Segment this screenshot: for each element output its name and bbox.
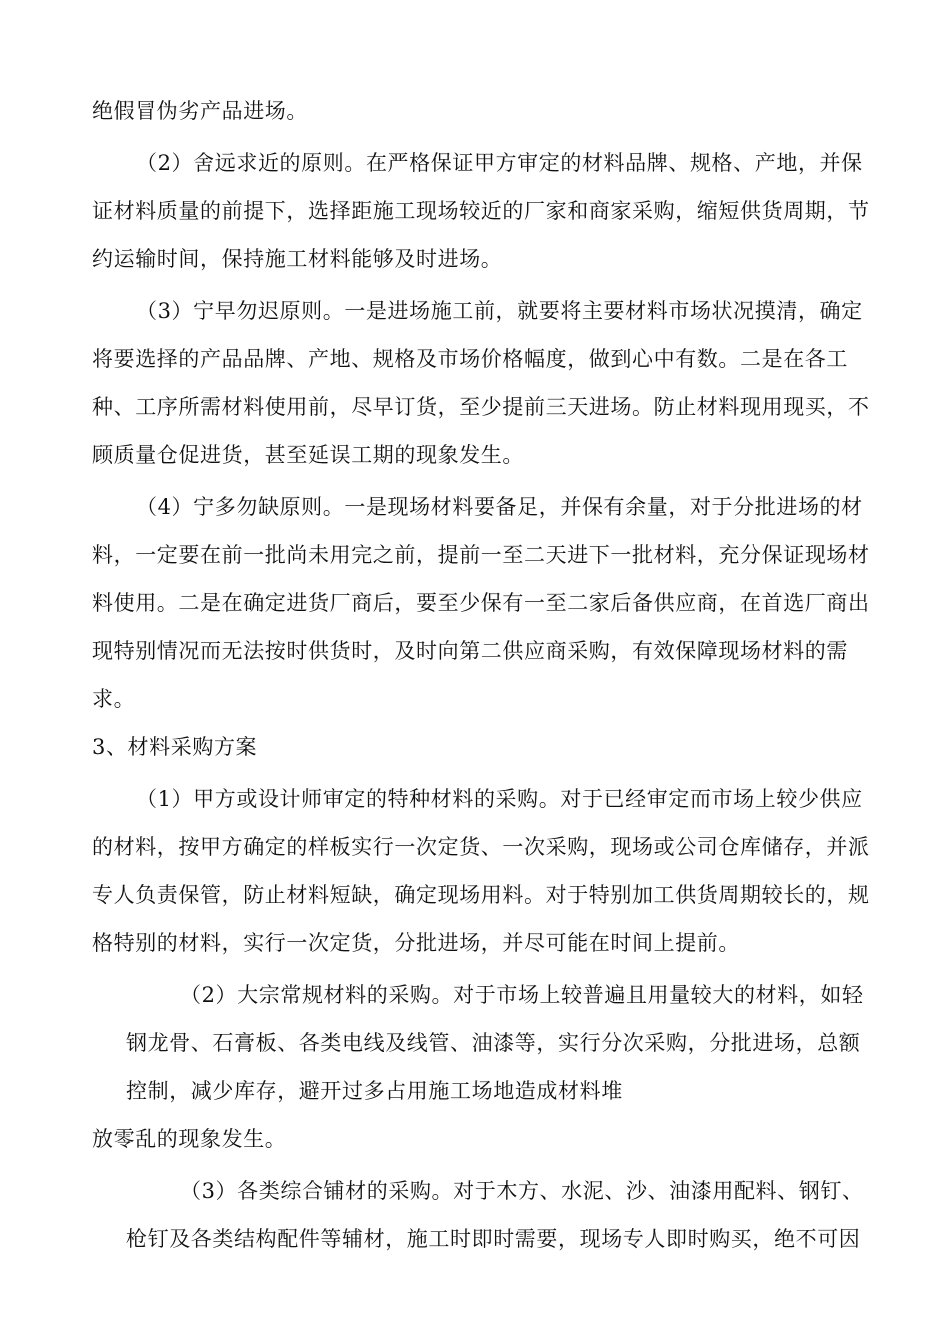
text-line: （1）甲方或设计师审定的特种材料的采购。对于已经审定而市场上较少供应 [136, 787, 863, 811]
text-line: 的材料，按甲方确定的样板实行一次定货、一次采购，现场或公司仓库储存，并派 [92, 835, 870, 859]
text-line: 将要选择的产品品牌、产地、规格及市场价格幅度，做到心中有数。二是在各工 [92, 347, 848, 371]
text-line: 现特别情况而无法按时供货时，及时向第二供应商采购，有效保障现场材料的需 [92, 639, 848, 663]
text-line: 求。 [92, 687, 136, 711]
text-line: 控制，减少库存，避开过多占用施工场地造成材料堆 [126, 1079, 623, 1103]
text-line: （2）舍远求近的原则。在严格保证甲方审定的材料品牌、规格、产地，并保 [136, 151, 863, 175]
text-line: 料，一定要在前一批尚未用完之前，提前一至二天进下一批材料，充分保证现场材 [92, 543, 870, 567]
text-line: 证材料质量的前提下，选择距施工现场较近的厂家和商家采购，缩短供货周期，节 [92, 199, 870, 223]
section-heading: 3、材料采购方案 [92, 735, 258, 759]
text-line: 种、工序所需材料使用前，尽早订货，至少提前三天进场。防止材料现用现买，不 [92, 395, 870, 419]
text-line: （3）各类综合铺材的采购。对于木方、水泥、沙、油漆用配料、钢钉、 [180, 1179, 864, 1203]
text-line: 专人负责保管，防止材料短缺，确定现场用料。对于特别加工供货周期较长的，规 [92, 883, 870, 907]
text-line: 放零乱的现象发生。 [92, 1127, 287, 1151]
text-line: 钢龙骨、石膏板、各类电线及线管、油漆等，实行分次采购，分批进场，总额 [126, 1031, 861, 1055]
text-line: 枪钉及各类结构配件等辅材，施工时即时需要，现场专人即时购买，绝不可因 [126, 1227, 861, 1251]
text-line: 料使用。二是在确定进货厂商后，要至少保有一至二家后备供应商，在首选厂商出 [92, 591, 870, 615]
text-line: （4）宁多勿缺原则。一是现场材料要备足，并保有余量，对于分批进场的材 [136, 495, 863, 519]
text-line: 顾质量仓促进货，甚至延误工期的现象发生。 [92, 443, 524, 467]
text-line: 约运输时间，保持施工材料能够及时进场。 [92, 247, 503, 271]
text-line: （2）大宗常规材料的采购。对于市场上较普遍且用量较大的材料，如轻 [180, 983, 864, 1007]
text-line: 绝假冒伪劣产品进场。 [92, 99, 308, 123]
text-line: （3）宁早勿迟原则。一是进场施工前，就要将主要材料市场状况摸清，确定 [136, 299, 863, 323]
text-line: 格特别的材料，实行一次定货，分批进场，并尽可能在时间上提前。 [92, 931, 740, 955]
